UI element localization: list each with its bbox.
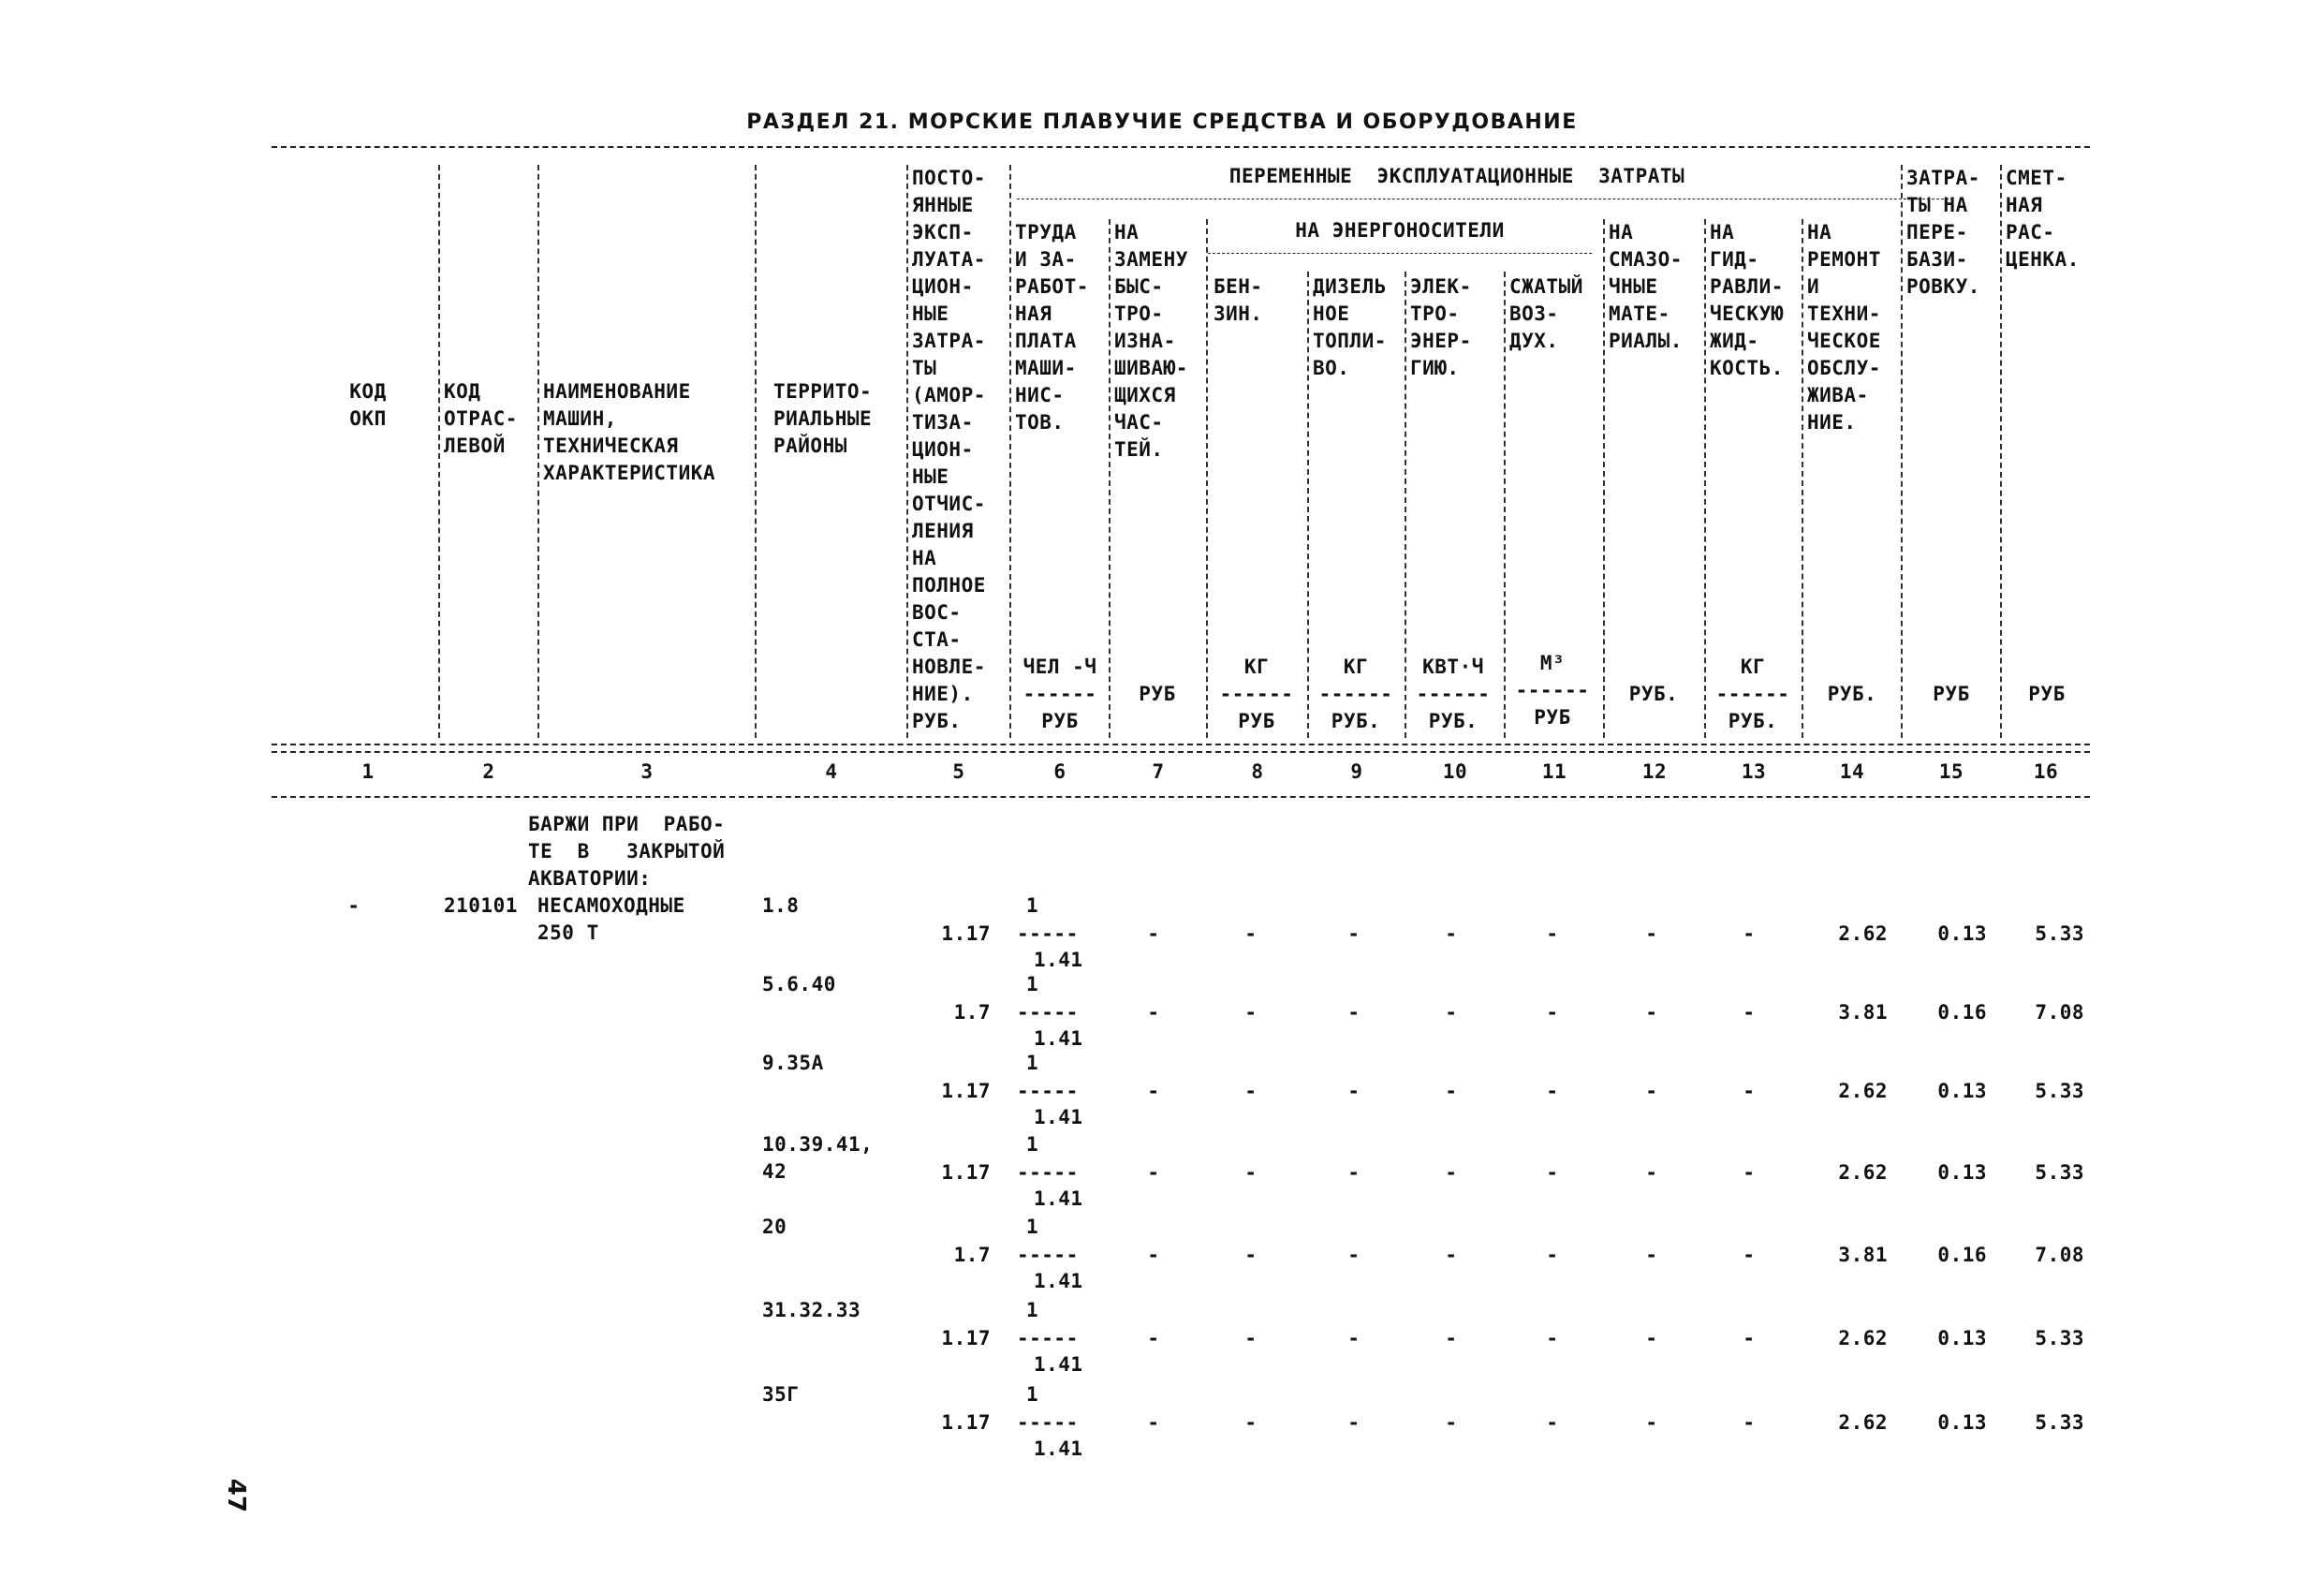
empty-cell: - — [1244, 1001, 1258, 1024]
group-name: БАРЖИ ПРИ РАБО- ТЕ В ЗАКРЫТОЙ АКВАТОРИИ: — [528, 813, 726, 890]
header-variable-costs: ПЕРЕМЕННЫЕ ЭКСПЛУАТАЦИОННЫЕ ЗАТРАТЫ — [1228, 165, 1685, 187]
column-number: 6 — [1053, 760, 1066, 783]
labor-bottom-cell: 1.41 — [1034, 1187, 1083, 1210]
page-number: 47 — [222, 1478, 251, 1513]
region-cell: 20 — [762, 1216, 787, 1238]
empty-cell: - — [1244, 1244, 1258, 1266]
header-relocation: ЗАТРА- ТЫ НА ПЕРЕ- БАЗИ- РОВКУ. — [1906, 167, 1980, 298]
estimated-price-cell: 7.08 — [2035, 1244, 2084, 1266]
header-parts: НА ЗАМЕНУ БЫС- ТРО- ИЗНА- ШИВАЮ- ЩИХСЯ ЧАС- ТЕЙ. — [1114, 221, 1188, 461]
col-separator — [2000, 165, 2002, 738]
header-industry-code: КОД ОТРАС- ЛЕВОЙ — [444, 380, 518, 457]
region-cell: 9.35А — [762, 1052, 824, 1074]
repair-cost-cell: 3.81 — [1838, 1001, 1888, 1024]
col-separator — [1109, 219, 1111, 738]
unit-relocation: РУБ — [1933, 683, 1970, 705]
header-petrol: БЕН- ЗИН. — [1213, 275, 1263, 325]
column-number: 3 — [640, 760, 654, 783]
repair-cost-cell: 2.62 — [1838, 1080, 1888, 1102]
empty-cell: - — [1645, 1244, 1658, 1266]
labor-bottom-cell: 1.41 — [1034, 1106, 1083, 1128]
header-compressed-air: СЖАТЫЙ ВОЗ- ДУХ. — [1509, 275, 1583, 352]
column-numbers-rule — [272, 796, 2090, 798]
repair-cost-cell: 2.62 — [1838, 1327, 1888, 1349]
repair-cost-cell: 2.62 — [1838, 1161, 1888, 1184]
relocation-cost-cell: 0.13 — [1937, 1161, 1987, 1184]
header-bottom-rule — [272, 744, 2090, 745]
empty-cell: - — [1546, 922, 1559, 945]
empty-cell: - — [1645, 1411, 1658, 1434]
fraction-bar: ----- — [1017, 1001, 1079, 1024]
labor-bottom-cell: 1.41 — [1034, 949, 1083, 971]
unit-electricity: КВТ·Ч ------ РУБ. — [1416, 656, 1491, 732]
labor-bottom-cell: 1.41 — [1034, 1270, 1083, 1292]
empty-cell: - — [1147, 1161, 1160, 1184]
unit-compressed-air: М³ ------ РУБ — [1515, 652, 1590, 729]
header-okp-code: КОД ОКП — [349, 380, 387, 430]
empty-cell: - — [1743, 922, 1756, 945]
fixed-cost-cell: 1.17 — [941, 1327, 991, 1349]
labor-bottom-cell: 1.41 — [1034, 1027, 1083, 1050]
empty-cell: - — [1445, 1161, 1458, 1184]
estimated-price-cell: 7.08 — [2035, 1001, 2084, 1024]
labor-top-cell: 1 — [1026, 973, 1039, 995]
region-cell: 5.6.40 — [762, 973, 836, 995]
empty-cell: - — [1743, 1244, 1756, 1266]
column-number: 2 — [482, 760, 495, 783]
header-territorial-regions: ТЕРРИТО- РИАЛЬНЫЕ РАЙОНЫ — [773, 380, 873, 457]
fixed-cost-cell: 1.17 — [941, 1411, 991, 1434]
unit-estimated-price: РУБ — [2028, 683, 2066, 705]
col-separator — [906, 165, 908, 738]
labor-top-cell: 1 — [1026, 1383, 1039, 1406]
header-repair: НА РЕМОНТ И ТЕХНИ- ЧЕСКОЕ ОБСЛУ- ЖИВА- НИЕ. — [1807, 221, 1881, 434]
column-number: 14 — [1839, 760, 1865, 783]
industry-code: 210101 — [444, 894, 518, 917]
empty-cell: - — [1347, 1244, 1361, 1266]
empty-cell: - — [1244, 922, 1258, 945]
empty-cell: - — [1347, 922, 1361, 945]
repair-cost-cell: 3.81 — [1838, 1244, 1888, 1266]
header-lubricants: НА СМАЗО- ЧНЫЕ МАТЕ- РИАЛЫ. — [1609, 221, 1683, 352]
empty-cell: - — [1445, 1244, 1458, 1266]
fraction-bar: ----- — [1017, 1411, 1079, 1434]
column-number: 4 — [825, 760, 838, 783]
item-name: НЕСАМОХОДНЫЕ 250 Т — [537, 894, 685, 944]
empty-cell: - — [1244, 1411, 1258, 1434]
region-cell: 31.32.33 — [762, 1299, 861, 1321]
column-number: 16 — [2033, 760, 2059, 783]
empty-cell: - — [1546, 1411, 1559, 1434]
relocation-cost-cell: 0.13 — [1937, 922, 1987, 945]
repair-cost-cell: 2.62 — [1838, 1411, 1888, 1434]
region-cell: 10.39.41, 42 — [762, 1133, 874, 1183]
empty-cell: - — [1347, 1327, 1361, 1349]
labor-top-cell: 1 — [1026, 1216, 1039, 1238]
okp-code: - — [347, 894, 360, 917]
column-number: 9 — [1350, 760, 1363, 783]
fraction-bar: ----- — [1017, 1244, 1079, 1266]
column-number: 8 — [1251, 760, 1264, 783]
empty-cell: - — [1147, 1001, 1160, 1024]
energy-rule — [1208, 253, 1592, 254]
column-number: 12 — [1641, 760, 1668, 783]
fraction-bar: ----- — [1017, 922, 1079, 945]
col-separator — [1802, 219, 1803, 738]
empty-cell: - — [1645, 922, 1658, 945]
empty-cell: - — [1743, 1080, 1756, 1102]
relocation-cost-cell: 0.16 — [1937, 1244, 1987, 1266]
header-machine-name: НАИМЕНОВАНИЕ МАШИН, ТЕХНИЧЕСКАЯ ХАРАКТЕРИСТИКА — [543, 380, 716, 484]
unit-petrol: КГ ------ РУБ — [1219, 656, 1294, 732]
empty-cell: - — [1147, 922, 1160, 945]
unit-diesel: КГ ------ РУБ. — [1318, 656, 1393, 732]
header-electricity: ЭЛЕК- ТРО- ЭНЕР- ГИЮ. — [1410, 275, 1472, 379]
column-number: 7 — [1152, 760, 1165, 783]
fraction-bar: ----- — [1017, 1161, 1079, 1184]
page-title: РАЗДЕЛ 21. МОРСКИЕ ПЛАВУЧИЕ СРЕДСТВА И ОБОРУДОВАНИЕ — [746, 111, 1578, 134]
fraction-bar: ----- — [1017, 1327, 1079, 1349]
empty-cell: - — [1347, 1080, 1361, 1102]
relocation-cost-cell: 0.13 — [1937, 1327, 1987, 1349]
estimated-price-cell: 5.33 — [2035, 922, 2084, 945]
col-separator — [1009, 165, 1011, 738]
empty-cell: - — [1147, 1411, 1160, 1434]
empty-cell: - — [1445, 1080, 1458, 1102]
unit-parts: РУБ — [1139, 683, 1176, 705]
empty-cell: - — [1347, 1161, 1361, 1184]
column-number: 11 — [1541, 760, 1567, 783]
empty-cell: - — [1445, 922, 1458, 945]
estimated-price-cell: 5.33 — [2035, 1327, 2084, 1349]
header-bottom-rule-2 — [272, 751, 2090, 753]
col-separator — [1603, 219, 1605, 738]
empty-cell: - — [1743, 1001, 1756, 1024]
unit-lubricants: РУБ. — [1628, 683, 1679, 705]
empty-cell: - — [1743, 1327, 1756, 1349]
relocation-cost-cell: 0.13 — [1937, 1080, 1987, 1102]
region-cell: 1.8 — [762, 894, 800, 917]
header-estimated-price: СМЕТ- НАЯ РАС- ЦЕНКА. — [2006, 167, 2080, 271]
column-number: 5 — [952, 760, 965, 783]
fixed-cost-cell: 1.7 — [953, 1244, 991, 1266]
empty-cell: - — [1244, 1080, 1258, 1102]
empty-cell: - — [1546, 1080, 1559, 1102]
fixed-cost-cell: 1.17 — [941, 1080, 991, 1102]
empty-cell: - — [1244, 1327, 1258, 1349]
relocation-cost-cell: 0.13 — [1937, 1411, 1987, 1434]
estimated-price-cell: 5.33 — [2035, 1080, 2084, 1102]
empty-cell: - — [1445, 1411, 1458, 1434]
labor-top-cell: 1 — [1026, 894, 1039, 917]
fixed-cost-cell: 1.7 — [953, 1001, 991, 1024]
empty-cell: - — [1147, 1080, 1160, 1102]
empty-cell: - — [1147, 1327, 1160, 1349]
empty-cell: - — [1347, 1001, 1361, 1024]
labor-top-cell: 1 — [1026, 1299, 1039, 1321]
empty-cell: - — [1743, 1411, 1756, 1434]
labor-top-cell: 1 — [1026, 1052, 1039, 1074]
empty-cell: - — [1645, 1001, 1658, 1024]
fixed-cost-cell: 1.17 — [941, 922, 991, 945]
fraction-bar: ----- — [1017, 1080, 1079, 1102]
empty-cell: - — [1347, 1411, 1361, 1434]
empty-cell: - — [1546, 1327, 1559, 1349]
col-separator — [537, 165, 539, 738]
empty-cell: - — [1645, 1161, 1658, 1184]
header-labor: ТРУДА И ЗА- РАБОТ- НАЯ ПЛАТА МАШИ- НИС- ТОВ. — [1015, 221, 1089, 434]
col-separator — [1206, 219, 1208, 738]
unit-repair: РУБ. — [1827, 683, 1877, 705]
header-fixed-costs: ПОСТО- ЯННЫЕ ЭКСП- ЛУАТА- ЦИОН- НЫЕ ЗАТРА- ТЫ (АМОР- ТИЗА- ЦИОН- НЫЕ ОТЧИС- ЛЕНИЯ НА ПОЛНОЕ ВОС- СТА- НОВЛЕ- НИЕ). РУБ. — [912, 167, 986, 732]
unit-labor: ЧЕЛ -Ч ------ РУБ — [1022, 656, 1097, 732]
empty-cell: - — [1743, 1161, 1756, 1184]
column-number: 13 — [1741, 760, 1767, 783]
empty-cell: - — [1645, 1080, 1658, 1102]
labor-top-cell: 1 — [1026, 1133, 1039, 1156]
column-number: 1 — [361, 760, 375, 783]
empty-cell: - — [1445, 1327, 1458, 1349]
labor-bottom-cell: 1.41 — [1034, 1353, 1083, 1376]
repair-cost-cell: 2.62 — [1838, 922, 1888, 945]
relocation-cost-cell: 0.16 — [1937, 1001, 1987, 1024]
fixed-cost-cell: 1.17 — [941, 1161, 991, 1184]
labor-bottom-cell: 1.41 — [1034, 1437, 1083, 1460]
col-separator — [755, 165, 757, 738]
empty-cell: - — [1445, 1001, 1458, 1024]
empty-cell: - — [1546, 1001, 1559, 1024]
column-number: 15 — [1938, 760, 1964, 783]
header-hydraulic: НА ГИД- РАВЛИ- ЧЕСКУЮ ЖИД- КОСТЬ. — [1710, 221, 1784, 379]
region-cell: 35Г — [762, 1383, 800, 1406]
empty-cell: - — [1645, 1327, 1658, 1349]
empty-cell: - — [1546, 1161, 1559, 1184]
header-energy: НА ЭНЕРГОНОСИТЕЛИ — [1295, 219, 1505, 242]
empty-cell: - — [1546, 1244, 1559, 1266]
col-separator — [1901, 165, 1903, 738]
header-diesel: ДИЗЕЛЬ НОЕ ТОПЛИ- ВО. — [1313, 275, 1387, 379]
estimated-price-cell: 5.33 — [2035, 1161, 2084, 1184]
column-number: 10 — [1442, 760, 1468, 783]
unit-hydraulic: КГ ------ РУБ. — [1715, 656, 1790, 732]
empty-cell: - — [1244, 1161, 1258, 1184]
col-separator — [438, 165, 440, 738]
estimated-price-cell: 5.33 — [2035, 1411, 2084, 1434]
empty-cell: - — [1147, 1244, 1160, 1266]
header-top-rule — [272, 146, 2090, 148]
